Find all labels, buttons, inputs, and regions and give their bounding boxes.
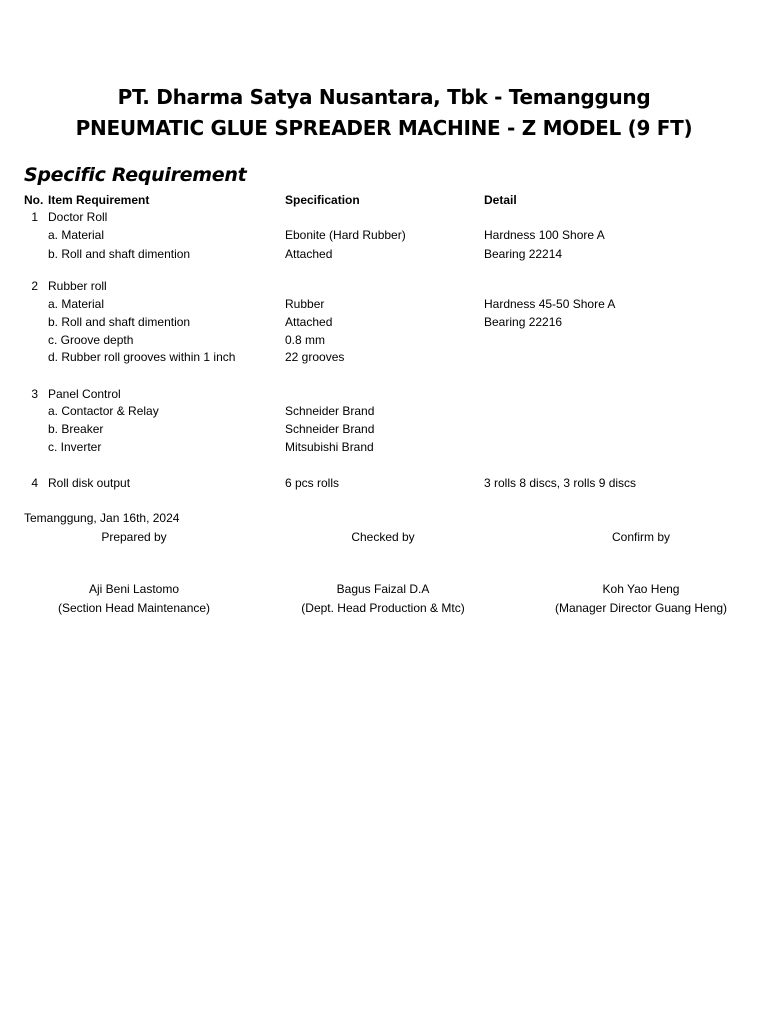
row-spec: Schneider Brand xyxy=(285,404,375,418)
row-item: d. Rubber roll grooves within 1 inch xyxy=(48,350,236,364)
row-detail: Hardness 100 Shore A xyxy=(484,228,605,242)
row-spec: Attached xyxy=(285,315,333,329)
signature-name: Koh Yao Heng xyxy=(602,582,680,596)
row-item: a. Material xyxy=(48,228,105,242)
row-spec: Mitsubishi Brand xyxy=(285,440,374,454)
row-item: a. Material xyxy=(48,297,105,311)
header-item-requirement: Item Requirement xyxy=(48,193,150,207)
group-number: 2 xyxy=(31,279,38,293)
signature-role: Prepared by xyxy=(101,530,167,544)
signature-position: (Manager Director Guang Heng) xyxy=(554,601,728,615)
row-item: a. Contactor & Relay xyxy=(48,404,159,418)
row-spec: 0.8 mm xyxy=(285,333,326,347)
row-spec: Rubber xyxy=(285,297,325,311)
row-spec: Ebonite (Hard Rubber) xyxy=(285,228,406,242)
signature-name: Bagus Faizal D.A xyxy=(336,582,430,596)
header-specification: Specification xyxy=(285,193,360,207)
row-item: c. Groove depth xyxy=(48,333,134,347)
row-spec: 22 grooves xyxy=(285,350,345,364)
document-title: PNEUMATIC GLUE SPREADER MACHINE - Z MODEL (9 FT) xyxy=(75,116,693,140)
signature-position: (Section Head Maintenance) xyxy=(57,601,211,615)
row-item: b. Roll and shaft dimention xyxy=(48,247,191,261)
row-item: c. Inverter xyxy=(48,440,102,454)
row-item: b. Breaker xyxy=(48,422,104,436)
row-detail: 3 rolls 8 discs, 3 rolls 9 discs xyxy=(484,476,637,490)
signature-role: Confirm by xyxy=(611,530,670,544)
section-heading: Specific Requirement xyxy=(24,164,247,186)
row-spec: Schneider Brand xyxy=(285,422,375,436)
row-detail: Bearing 22216 xyxy=(484,315,563,329)
group-number: 4 xyxy=(31,476,38,490)
signature-position: (Dept. Head Production & Mtc) xyxy=(301,601,465,615)
row-item: b. Roll and shaft dimention xyxy=(48,315,191,329)
row-spec: 6 pcs rolls xyxy=(285,476,340,490)
header-detail: Detail xyxy=(484,193,517,207)
row-detail: Bearing 22214 xyxy=(484,247,563,261)
header-no: No. xyxy=(24,193,44,207)
group-number: 3 xyxy=(31,387,38,401)
signature-name: Aji Beni Lastomo xyxy=(88,582,180,596)
signature-role: Checked by xyxy=(351,530,415,544)
place-date: Temanggung, Jan 16th, 2024 xyxy=(24,511,180,525)
group-name: Doctor Roll xyxy=(48,210,108,224)
company-name: PT. Dharma Satya Nusantara, Tbk - Temanggung xyxy=(117,85,651,109)
group-name: Panel Control xyxy=(48,387,121,401)
group-number: 1 xyxy=(31,210,38,224)
row-detail: Hardness 45-50 Shore A xyxy=(484,297,616,311)
group-name: Rubber roll xyxy=(48,279,107,293)
row-spec: Attached xyxy=(285,247,333,261)
group-name: Roll disk output xyxy=(48,476,131,490)
